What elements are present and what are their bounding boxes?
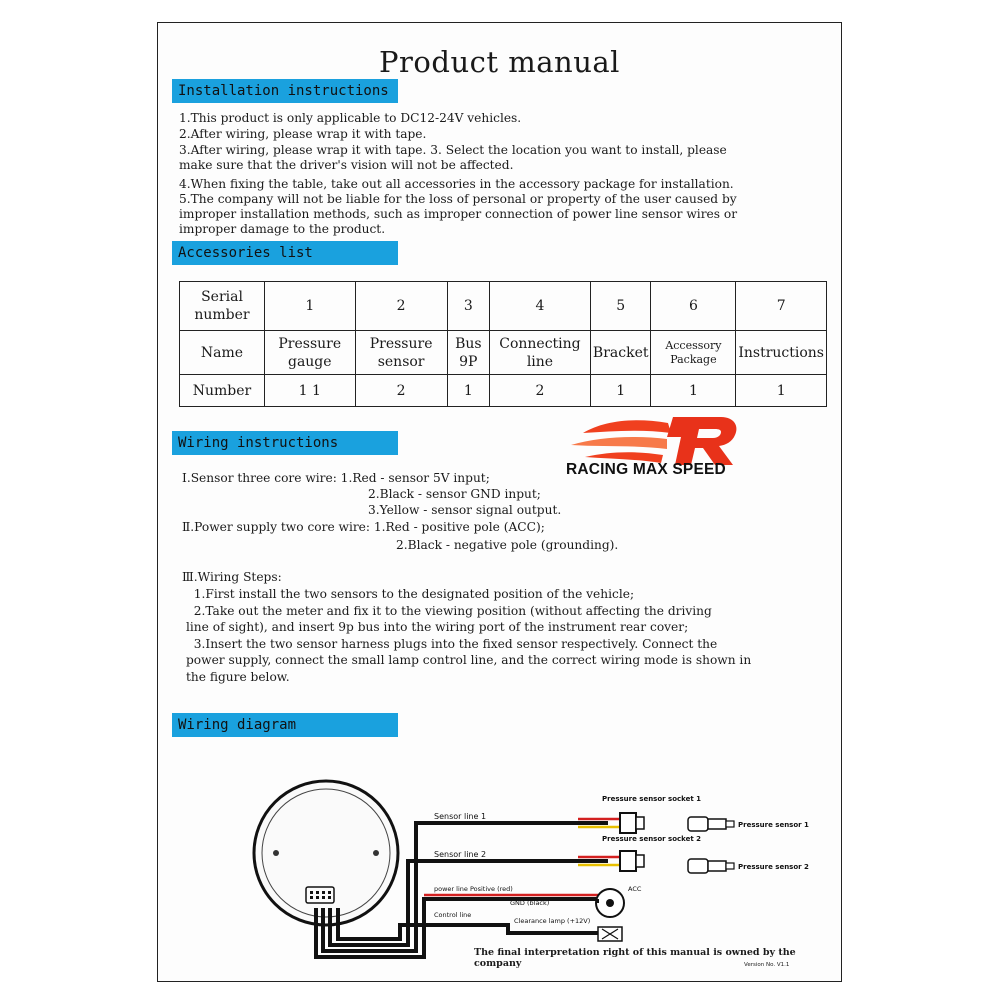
socket-2-label: Pressure sensor socket 2 — [602, 835, 702, 843]
table-row — [180, 282, 827, 331]
accessories-table — [179, 281, 827, 407]
section-diagram-header: Wiring diagram — [172, 713, 398, 737]
wiring-line: Ⅰ.Sensor three core wire: 1.Red - sensor 5V input; — [182, 471, 490, 485]
name-cell: Bus 9P — [447, 331, 489, 375]
wiring-line: 2.Take out the meter and fix it to the viewing position (without affecting the driving — [186, 604, 712, 618]
installation-line: 3.After wiring, please wrap it with tape. 3. Select the location you want to install, please — [179, 143, 727, 157]
flame-icon — [571, 420, 671, 463]
gauge-icon — [254, 781, 398, 925]
row-header-number: Number — [180, 375, 265, 407]
name-cell: Pressure sensor — [355, 331, 447, 375]
pressure-sensor-icon — [688, 859, 734, 873]
version-label: Version No. V1.1 — [744, 962, 790, 968]
number-cell: 1 — [590, 375, 651, 407]
row-header-name: Name — [180, 331, 265, 375]
installation-line: make sure that the driver's vision will not be affected. — [179, 158, 514, 172]
table-row — [180, 331, 827, 375]
installation-line: 1.This product is only applicable to DC12-24V vehicles. — [179, 111, 522, 125]
sensor-line-1-label: Sensor line 1 — [434, 812, 487, 821]
section-wiring-header: Wiring instructions — [172, 431, 398, 455]
wiring-line: line of sight), and insert 9p bus into the wiring port of the instrument rear cover; — [186, 620, 689, 634]
installation-line: improper damage to the product. — [179, 222, 386, 236]
number-cell: 1 — [651, 375, 736, 407]
installation-line: 5.The company will not be liable for the loss of personal or property of the user caused by — [179, 192, 737, 206]
r-letter-icon — [667, 417, 736, 465]
wiring-line: the figure below. — [186, 670, 290, 684]
section-accessories-header: Accessories list — [172, 241, 398, 265]
ignition-switch-icon — [596, 889, 624, 917]
name-cell: Connecting line — [489, 331, 590, 375]
installation-line: 4.When fixing the table, take out all accessories in the accessory package for installation. — [179, 177, 734, 191]
number-cell: 1 — [447, 375, 489, 407]
installation-line: improper installation methods, such as improper connection of power line sensor wires or — [179, 207, 738, 221]
serial-cell: 6 — [651, 282, 736, 331]
acc-label: ACC — [628, 885, 642, 893]
plug-icon — [620, 851, 644, 871]
serial-cell: 2 — [355, 282, 447, 331]
number-cell: 1 — [736, 375, 827, 407]
serial-cell: 5 — [590, 282, 651, 331]
sensor-1-label: Pressure sensor 1 — [738, 821, 809, 829]
serial-cell: 3 — [447, 282, 489, 331]
power-positive-label: power line Positive (red) — [434, 885, 513, 893]
section-installation-header: Installation instructions — [172, 79, 398, 103]
sensor-line-2-label: Sensor line 2 — [434, 850, 487, 859]
wiring-line: 3.Yellow - sensor signal output. — [368, 503, 562, 517]
table-row — [180, 375, 827, 407]
installation-line: 2.After wiring, please wrap it with tape. — [179, 127, 427, 141]
serial-cell: 4 — [489, 282, 590, 331]
row-header-serial: Serial number — [180, 282, 265, 331]
wiring-line: 3.Insert the two sensor harness plugs into the fixed sensor respectively. Connect the — [186, 637, 718, 651]
clearance-lamp-label: Clearance lamp (+12V) — [514, 917, 591, 925]
serial-cell: 7 — [736, 282, 827, 331]
logo-text: RACING MAX SPEED — [566, 461, 726, 478]
manual-sheet — [157, 22, 842, 982]
name-cell: Pressure gauge — [265, 331, 356, 375]
footer-note: The final interpretation right of this manual is owned by the company — [474, 947, 796, 969]
plug-icon — [620, 813, 644, 833]
socket-1-label: Pressure sensor socket 1 — [602, 795, 702, 803]
wiring-line: Ⅱ.Power supply two core wire: 1.Red - positive pole (ACC); — [182, 520, 545, 534]
pressure-sensor-icon — [688, 817, 734, 831]
number-cell: 2 — [489, 375, 590, 407]
serial-cell: 1 — [265, 282, 356, 331]
page-title: Product manual — [379, 45, 620, 79]
number-cell: 2 — [355, 375, 447, 407]
lamp-icon — [598, 927, 622, 941]
wiring-line: Ⅲ.Wiring Steps: — [182, 570, 282, 584]
wiring-line: 1.First install the two sensors to the designated position of the vehicle; — [186, 587, 635, 601]
number-cell: 1 1 — [265, 375, 356, 407]
name-cell: Instructions — [736, 331, 827, 375]
control-line-label: Control line — [434, 911, 472, 919]
sensor-2-label: Pressure sensor 2 — [738, 863, 809, 871]
wiring-line: 2.Black - negative pole (grounding). — [396, 538, 619, 552]
name-cell: Accessory Package — [651, 331, 736, 375]
wiring-line: 2.Black - sensor GND input; — [368, 487, 541, 501]
wiring-line: power supply, connect the small lamp control line, and the correct wiring mode is shown in — [186, 653, 752, 667]
name-cell: Bracket — [590, 331, 651, 375]
gnd-label: GND (black) — [510, 899, 550, 907]
